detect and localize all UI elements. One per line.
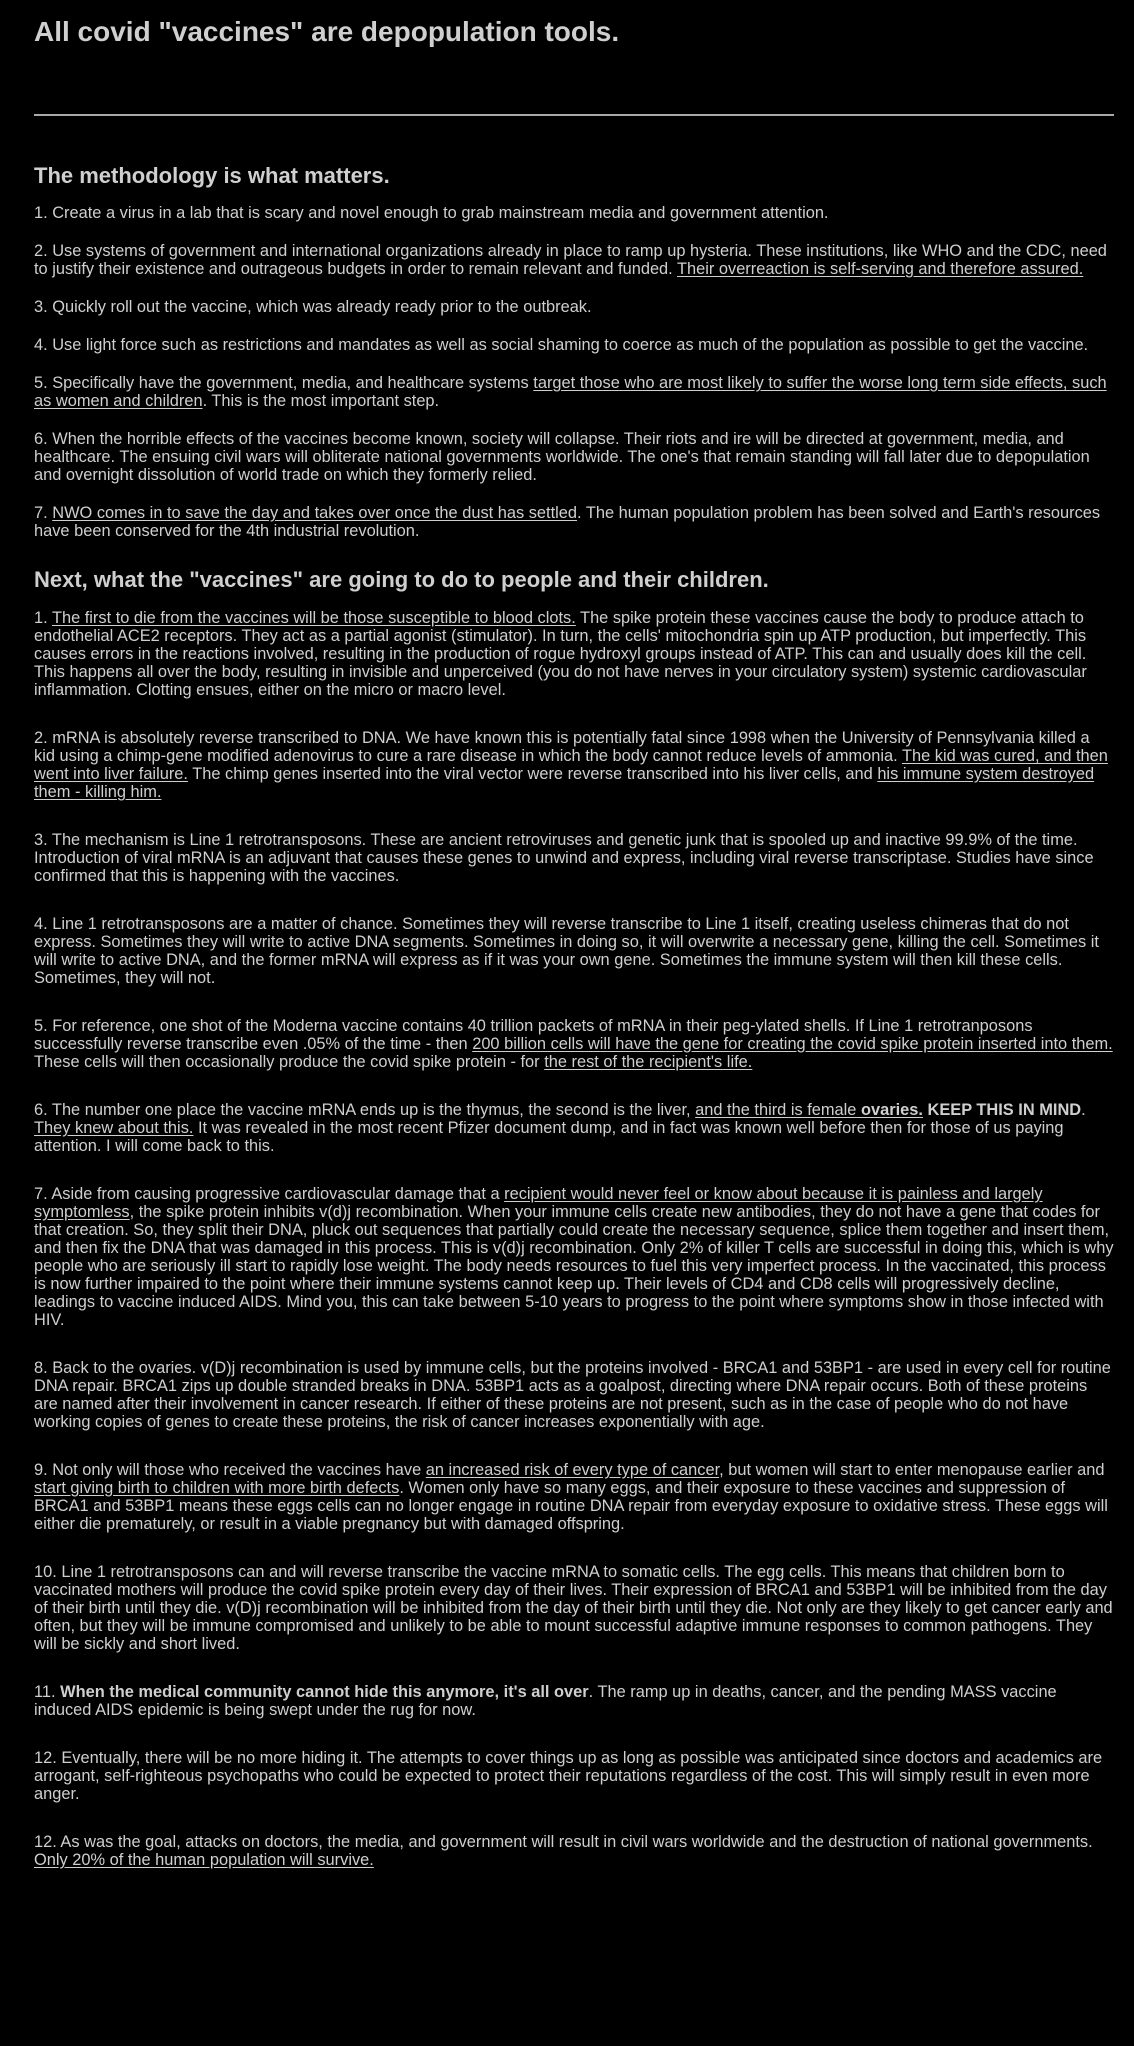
- methodology-heading: The methodology is what matters.: [34, 163, 390, 188]
- underlined-phrase: the rest of the recipient's life.: [544, 1053, 753, 1071]
- underlined-phrase: start giving birth to children with more birth defects: [34, 1479, 400, 1497]
- methodology-item-3: 3. Quickly roll out the vaccine, which was already ready prior to the outbreak.: [34, 298, 592, 316]
- effects-item-5: 5. For reference, one shot of the Moderna vaccine contains 40 trillion packets of mRNA in their peg-ylated shells. If Line 1 retrotranposons successfully reverse transcribe even .05% of the time - then 200 billion cells will have the gene for creating the covid spike protein inserted into them. These cells will then occasionally produce the covid spike protein - for the rest of the recipient's life.: [34, 1017, 1113, 1071]
- methodology-item-5: 5. Specifically have the government, media, and healthcare systems target those who are most likely to suffer the worse long term side effects, such as women and children. This is the most important step.: [34, 374, 1107, 410]
- divider: [34, 114, 1114, 116]
- methodology-item-6: 6. When the horrible effects of the vaccines become known, society will collapse. Their riots and ire will be directed at government, media, and healthcare. The ensuing civil wars will obliterate national governments worldwide. The one's that remain standing will fall later due to depopulation and overnight dissolution of world trade on which they formerly relied.: [34, 430, 1090, 484]
- effects-item-9: 9. Not only will those who received the vaccines have an increased risk of every type of cancer, but women will start to enter menopause earlier and start giving birth to children with more birth defects. Women only have so many eggs, and their exposure to these vaccines and suppression of BRCA1 and 53BP1 means these eggs cells can no longer engage in routine DNA repair from everyday exposure to oxidative stress. These eggs will either die prematurely, or result in a viable pregnancy but with damaged offspring.: [34, 1461, 1108, 1533]
- effects-item-11: 11. When the medical community cannot hide this anymore, it's all over. The ramp up in deaths, cancer, and the pending MASS vaccine induced AIDS epidemic is being swept under the rug for now.: [34, 1683, 1057, 1719]
- underlined-phrase: Only 20% of the human population will survive.: [34, 1851, 374, 1869]
- effects-list: [34, 609, 1114, 1869]
- page-title: All covid "vaccines" are depopulation tools.: [34, 16, 620, 47]
- underlined-phrase: an increased risk of every type of cancer: [425, 1461, 720, 1479]
- methodology-item-4: 4. Use light force such as restrictions and mandates as well as social shaming to coerce as much of the population as possible to get the vaccine.: [34, 336, 1089, 354]
- underlined-phrase: The kid was cured, and then went into liver failure.: [34, 747, 1108, 783]
- methodology-list: [34, 204, 1114, 540]
- bold-phrase: When the medical community cannot hide this anymore, it's all over: [60, 1683, 589, 1701]
- effects-item-8: 8. Back to the ovaries. v(D)j recombination is used by immune cells, but the proteins involved - BRCA1 and 53BP1 - are used in every cell for routine DNA repair. BRCA1 zips up double stranded breaks in DNA. 53BP1 acts as a goalpost, directing where DNA repair occurs. Both of these proteins are named after their involvement in cancer research. If either of these proteins are not present, such as in the case of people who do not have working copies of genes to create these proteins, the risk of cancer increases exponentially with age.: [34, 1359, 1111, 1431]
- underlined-phrase: NWO comes in to save the day and takes over once the dust has settled: [52, 504, 578, 522]
- bold-phrase: KEEP THIS IN MIND: [922, 1101, 1082, 1119]
- methodology-item-2: 2. Use systems of government and international organizations already in place to ramp up hysteria. These institutions, like WHO and the CDC, need to justify their existence and outrageous budgets in order to remain relevant and funded. Their overreaction is self-serving and therefore assured.: [34, 242, 1107, 278]
- methodology-item-1: 1. Create a virus in a lab that is scary and novel enough to grab mainstream media and government attention.: [34, 204, 829, 222]
- underlined-phrase: The first to die from the vaccines will be those susceptible to blood clots.: [51, 609, 576, 627]
- effects-item-1: 1. The first to die from the vaccines will be those susceptible to blood clots. The spike protein these vaccines cause the body to produce attach to endothelial ACE2 receptors. They act as a partial agonist (stimulator). In turn, the cells' mitochondria spin up ATP production, but imperfectly. This causes errors in the reactions involved, resulting in the production of rogue hydroxyl groups instead of ATP. This can and usually does kill the cell. This happens all over the body, resulting in invisible and unperceived (you do not have nerves in your circulatory system) systemic cardiovascular inflammation. Clotting ensues, either on the micro or macro level.: [34, 609, 1087, 699]
- effects-item-3: 3. The mechanism is Line 1 retrotransposons. These are ancient retroviruses and genetic junk that is spooled up and inactive 99.9% of the time. Introduction of viral mRNA is an adjuvant that causes these genes to unwind and express, including viral reverse transcriptase. Studies have since confirmed that this is happening with the vaccines.: [34, 831, 1094, 885]
- methodology-item-7: 7. NWO comes in to save the day and takes over once the dust has settled. The human population problem has been solved and Earth's resources have been conserved for the 4th industrial revolution.: [34, 504, 1101, 540]
- effects-heading: Next, what the "vaccines" are going to do to people and their children.: [34, 567, 769, 592]
- underlined-phrase: 200 billion cells will have the gene for creating the covid spike protein inserted into them.: [472, 1035, 1113, 1053]
- effects-item-6: 6. The number one place the vaccine mRNA ends up is the thymus, the second is the liver, and the third is female ovaries. KEEP THIS IN MIND. They knew about this. It was revealed in the most recent Pfizer document dump, and in fact was known well before then for those of us paying attention. I will come back to this.: [34, 1101, 1086, 1155]
- effects-item-2: 2. mRNA is absolutely reverse transcribed to DNA. We have known this is potentially fatal since 1998 when the University of Pennsylvania killed a kid using a chimp-gene modified adenovirus to cure a rare disease in which the body cannot reduce levels of ammonia. The kid was cured, and then went into liver failure. The chimp genes inserted into the viral vector were reverse transcribed into his liver cells, and his immune system destroyed them - killing him.: [34, 729, 1108, 801]
- effects-item-10: 10. Line 1 retrotransposons can and will reverse transcribe the vaccine mRNA to somatic cells. The egg cells. This means that children born to vaccinated mothers will produce the covid spike protein every day of their lives. Their expression of BRCA1 and 53BP1 will be inhibited from the day of their birth until they die. v(D)j recombination will be inhibited from the day of their birth until they die. Not only are they likely to get cancer early and often, but they will be immune compromised and unlikely to be able to mount successful adaptive immune responses to common pathogens. They will be sickly and short lived.: [34, 1563, 1113, 1653]
- underlined-phrase: his immune system destroyed them - killing him.: [34, 765, 1095, 801]
- effects-item-12a: 12. Eventually, there will be no more hiding it. The attempts to cover things up as long as possible was anticipated since doctors and academics are arrogant, self-righteous psychopaths who could be expected to protect their reputations regardless of the cost. This will simply result in even more anger.: [34, 1749, 1103, 1803]
- underlined-phrase: target those who are most likely to suffer the worse long term side effects, such as women and children: [34, 374, 1107, 410]
- underlined-phrase: and the third is female ovaries.: [695, 1101, 923, 1119]
- effects-item-12b: 12. As was the goal, attacks on doctors, the media, and government will result in civil wars worldwide and the destruction of national governments. Only 20% of the human population will survive.: [34, 1833, 1093, 1869]
- underlined-phrase: Their overreaction is self-serving and therefore assured.: [676, 260, 1084, 278]
- underlined-phrase: recipient would never feel or know about because it is painless and largely symptomless: [34, 1185, 1043, 1221]
- effects-item-4: 4. Line 1 retrotransposons are a matter of chance. Sometimes they will reverse transcribe to Line 1 itself, creating useless chimeras that do not express. Sometimes they will write to active DNA segments. Sometimes in doing so, it will overwrite a necessary gene, killing the cell. Sometimes it will write to active DNA, and the former mRNA will express as if it was your own gene. Sometimes the immune system will then kill these cells. Sometimes, they will not.: [34, 915, 1099, 987]
- underlined-phrase: They knew about this.: [34, 1119, 194, 1137]
- effects-item-7: 7. Aside from causing progressive cardiovascular damage that a recipient would never feel or know about because it is painless and largely symptomless, the spike protein inhibits v(d)j recombination. When your immune cells create new antibodies, they do not have a gene that codes for that creation. So, they split their DNA, pluck out sequences that partially could create the necessary sequence, splice them together and insert them, and then fix the DNA that was damaged in this process. This is v(d)j recombination. Only 2% of killer T cells are successful in doing this, which is why people who are seriously ill start to rapidly lose weight. The body needs resources to fuel this very imperfect process. In the vaccinated, this process is now further impaired to the point where their immune systems cannot keep up. Their levels of CD4 and CD8 cells will progressively decline, leadings to vaccine induced AIDS. Mind you, this can take between 5-10 years to progress to the point where symptoms show in those infected with HIV.: [34, 1185, 1114, 1329]
